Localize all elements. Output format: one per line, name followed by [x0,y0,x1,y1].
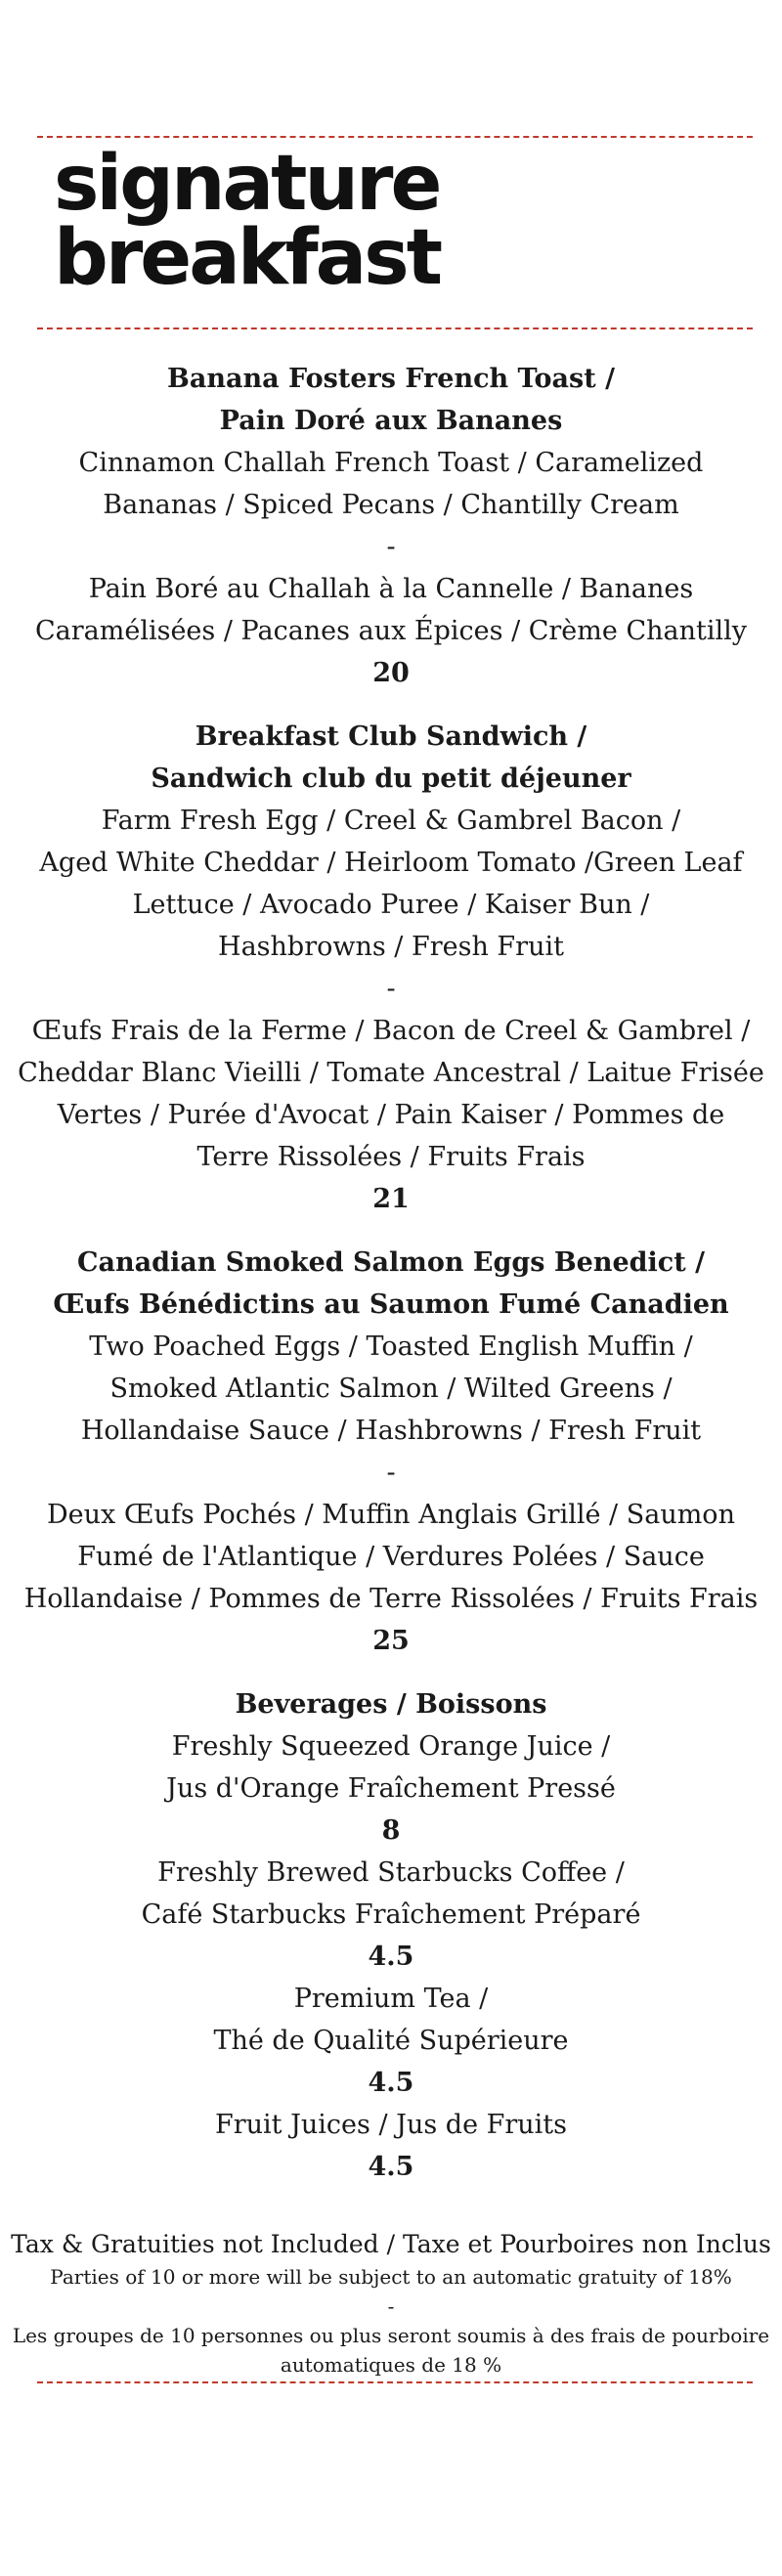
beverage-price: 8 [381,1815,401,1846]
item-description-fr: Cheddar Blanc Vieilli / Tomate Ancestral / Laitue Frisée [18,1058,764,1088]
item-description-fr: Caramélisées / Pacanes aux Épices / Crème Chantilly [34,616,747,646]
title-line-1: signature [54,140,440,228]
menu-item-breakfast-club [0,716,782,1220]
beverage-name: Freshly Brewed Starbucks Coffee / [157,1857,625,1888]
item-name: Œufs Bénédictins au Saumon Fumé Canadien [53,1289,729,1320]
beverage-price: 4.5 [368,2152,414,2182]
item-separator: - [386,974,396,1004]
item-description-en: Cinnamon Challah French Toast / Caramelized [78,448,704,478]
item-description-en: Aged White Cheddar / Heirloom Tomato /Green Leaf [39,848,743,878]
gratuity-note-fr: automatiques de 18 % [280,2353,502,2377]
footer-separator: - [387,2294,395,2318]
gratuity-note-fr: Les groupes de 10 personnes ou plus seront soumis à des frais de pourboire [12,2324,770,2347]
item-name: Canadian Smoked Salmon Eggs Benedict / [77,1247,705,1278]
item-description-fr: Terre Rissolées / Fruits Frais [196,1142,586,1172]
item-description-en: Two Poached Eggs / Toasted English Muffin / [89,1332,693,1362]
item-separator: - [386,532,396,562]
item-description-fr: Œufs Frais de la Ferme / Bacon de Creel & Gambrel / [31,1016,751,1046]
item-description-en: Hollandaise Sauce / Hashbrowns / Fresh Fruit [80,1416,702,1446]
item-price: 21 [372,1184,410,1214]
item-description-fr: Deux Œufs Pochés / Muffin Anglais Grillé / Saumon [47,1500,735,1530]
beverage-name: Café Starbucks Fraîchement Préparé [141,1899,641,1930]
beverage-price: 4.5 [368,2068,414,2098]
item-name: Breakfast Club Sandwich / [195,721,587,752]
item-description-fr: Pain Boré au Challah à la Cannelle / Bananes [88,574,694,604]
title-line-2: breakfast [54,214,440,302]
item-description-en: Bananas / Spiced Pecans / Chantilly Cream [103,490,679,520]
menu-item-banana-fosters [0,358,782,694]
item-name: Pain Doré aux Bananes [219,406,563,436]
item-name: Sandwich club du petit déjeuner [151,764,631,794]
beverage-price: 4.5 [368,1942,414,1972]
gratuity-note-en: Parties of 10 or more will be subject to an automatic gratuity of 18% [50,2265,732,2289]
beverage-name: Freshly Squeezed Orange Juice / [171,1731,611,1762]
beverage-name: Thé de Qualité Supérieure [213,2026,569,2056]
item-description-en: Lettuce / Avocado Puree / Kaiser Bun / [132,890,650,920]
item-price: 20 [372,658,410,688]
item-description-en: Farm Fresh Egg / Creel & Gambrel Bacon / [101,806,681,836]
menu-item-eggs-benedict [0,1242,782,1662]
item-price: 25 [372,1626,410,1656]
beverage-name: Jus d'Orange Fraîchement Pressé [166,1773,616,1804]
beverage-name: Premium Tea / [293,1984,489,2014]
item-description-fr: Hollandaise / Pommes de Terre Rissolées / Fruits Frais [23,1584,759,1614]
beverages-heading: Beverages / Boissons [235,1689,547,1720]
bottom-divider [37,2381,753,2383]
item-description-fr: Vertes / Purée d'Avocat / Pain Kaiser / Pommes de [57,1100,725,1130]
item-description-en: Hashbrowns / Fresh Fruit [218,932,564,962]
top-divider [37,136,753,138]
item-separator: - [386,1458,396,1488]
item-description-en: Smoked Atlantic Salmon / Wilted Greens / [109,1374,673,1404]
menu-list [0,358,782,2188]
menu-title [54,140,440,302]
item-description-fr: Fumé de l'Atlantique / Verdures Polées / Sauce [77,1542,705,1572]
tax-notice: Tax & Gratuities not Included / Taxe et Pourboires non Inclus [11,2230,771,2258]
item-name: Banana Fosters French Toast / [167,364,615,394]
beverages-section [0,1683,782,2188]
title-divider [37,327,753,329]
beverage-name: Fruit Juices / Jus de Fruits [214,2110,568,2140]
footer-notes [0,2227,782,2380]
